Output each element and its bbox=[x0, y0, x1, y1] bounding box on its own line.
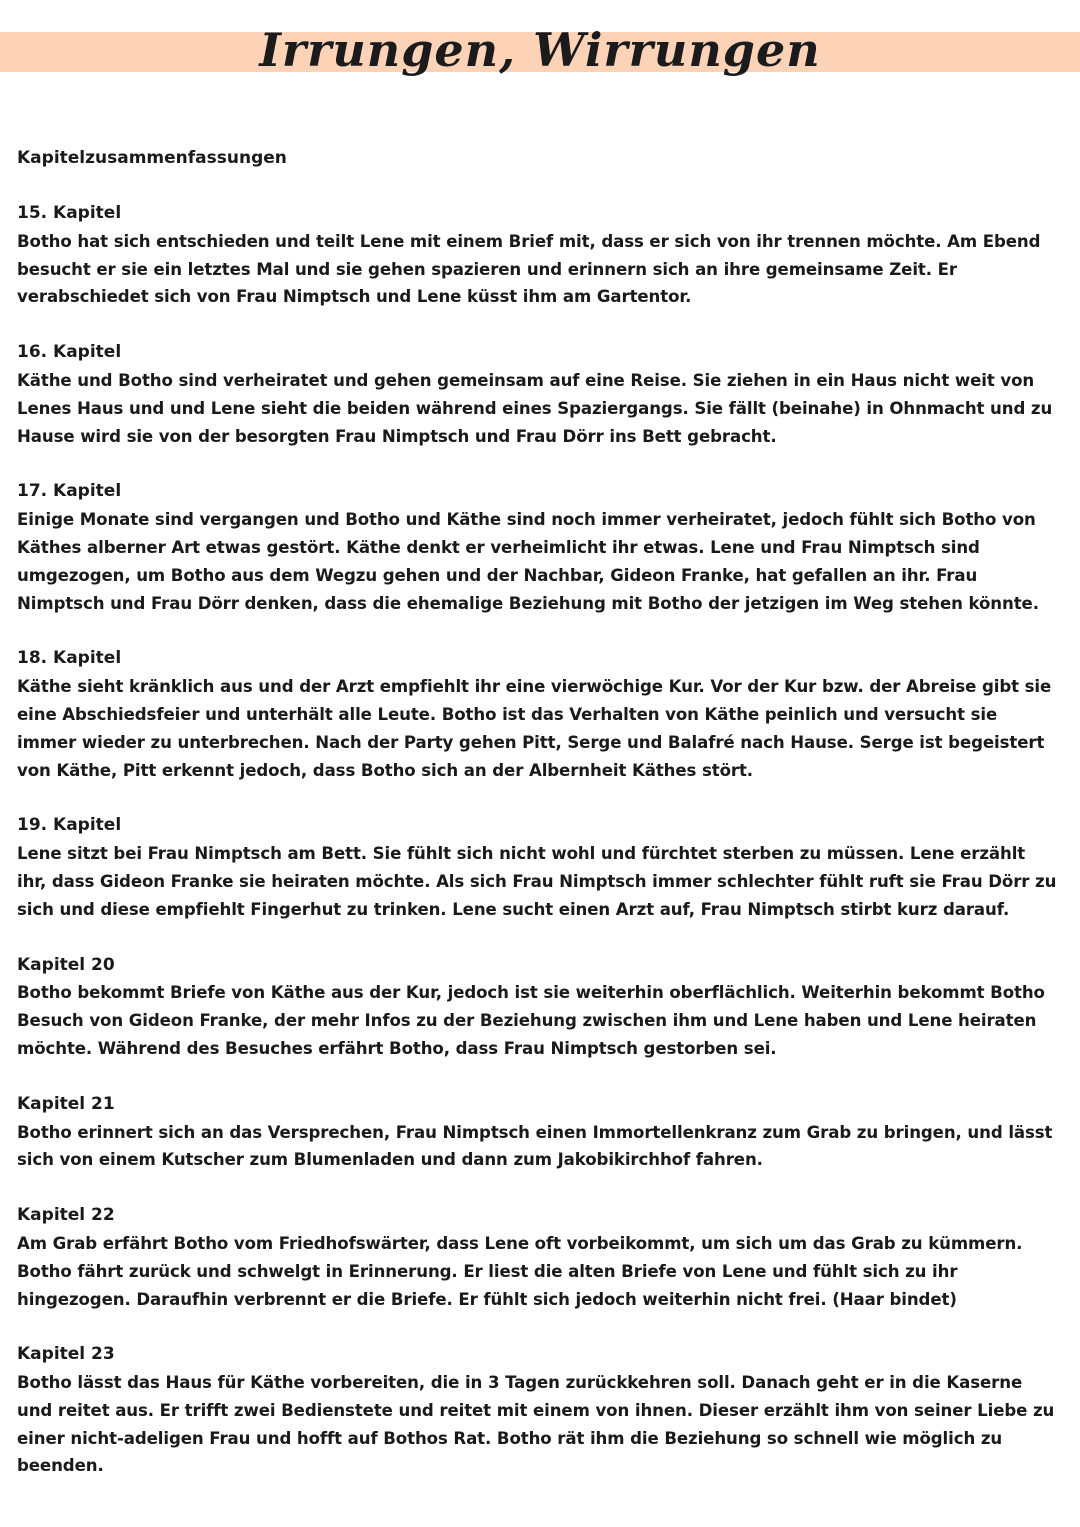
chapter-title: Kapitel 20 bbox=[17, 954, 115, 975]
chapter-summary: Botho lässt das Haus für Käthe vorbereiten, die in 3 Tagen zurückkehren soll. Danach geht er in die Kaserne und reitet aus. Er trifft zwei Bedienstete und reitet mit einem von ihnen. Dieser erzählt ihm von seiner Liebe zu einer nicht-adeligen Frau und hofft auf Bothos Rat. Botho rät ihm die Beziehung so schnell wie möglich zu beenden. bbox=[17, 1373, 1055, 1476]
chapter-summary: Am Grab erfährt Botho vom Friedhofswärter, dass Lene oft vorbeikommt, um sich um das Grab zu kümmern. Botho fährt zurück und schwelgt in Erinnerung. Er liest die alten Briefe von Lene und fühlt sich zu ihr hingezogen. Daraufhin verbrennt er die Briefe. Er fühlt sich jedoch weiterhin nicht frei. (Haar bindet) bbox=[17, 1233, 1023, 1309]
chapter-section bbox=[17, 1091, 1057, 1174]
chapter-title: 16. Kapitel bbox=[17, 342, 122, 363]
chapter-section bbox=[17, 1202, 1057, 1313]
chapter-section bbox=[17, 1341, 1057, 1480]
chapter-title: Kapitel 21 bbox=[17, 1093, 115, 1114]
chapter-title: Kapitel 22 bbox=[17, 1205, 115, 1226]
chapter-summary: Botho bekommt Briefe von Käthe aus der Kur, jedoch ist sie weiterhin oberflächlich. Weiterhin bekommt Botho Besuch von Gideon Franke, der mehr Infos zu der Beziehung zwischen ihm und Lene haben und Lene heiraten möchte. Während des Besuches erfährt Botho, dass Frau Nimptsch gestorben sei. bbox=[17, 983, 1045, 1058]
chapter-title: 18. Kapitel bbox=[17, 648, 122, 669]
chapter-section bbox=[17, 952, 1057, 1063]
chapter-title: 19. Kapitel bbox=[17, 815, 122, 836]
chapter-section bbox=[17, 645, 1057, 784]
chapter-title: 15. Kapitel bbox=[17, 203, 122, 223]
chapter-section bbox=[17, 478, 1057, 617]
chapter-section bbox=[17, 812, 1057, 923]
chapter-title: 17. Kapitel bbox=[17, 481, 122, 502]
chapter-summary: Botho erinnert sich an das Versprechen, Frau Nimptsch einen Immortellenkranz zum Grab zu bringen, und lässt sich von einem Kutscher zum Blumenladen und dann zum Jakobikirchhof fahren. bbox=[17, 1122, 1053, 1170]
chapter-summary: Käthe und Botho sind verheiratet und gehen gemeinsam auf eine Reise. Sie ziehen in ein Haus nicht weit von Lenes Haus und und Lene sieht die beiden während eines Spaziergangs. Sie fällt (beinahe) in Ohnmacht und zu Hause wird sie von der besorgten Frau Nimptsch und Frau Dörr ins Bett gebracht. bbox=[17, 370, 1053, 446]
chapter-title: Kapitel 23 bbox=[17, 1344, 115, 1365]
page-title: Irrungen, Wirrungen bbox=[259, 23, 821, 77]
chapter-section bbox=[17, 200, 1057, 311]
chapter-section bbox=[17, 339, 1057, 450]
chapter-summary: Einige Monate sind vergangen und Botho und Käthe sind noch immer verheiratet, jedoch fühlt sich Botho von Käthes alberner Art etwas gestört. Käthe denkt er verheimlicht ihr etwas. Lene und Frau Nimptsch sind umgezogen, um Botho aus dem Wegzu gehen und der Nachbar, Gideon Franke, hat gefallen an ihr. Frau Nimptsch und Frau Dörr denken, dass die ehemalige Beziehung mit Botho der jetzigen im Weg stehen könnte. bbox=[17, 510, 1039, 613]
chapter-summary: Botho hat sich entschieden und teilt Lene mit einem Brief mit, dass er sich von ihr trennen möchte. Am Ebend besucht er sie ein letztes Mal und sie gehen spazieren und erinnern sich an ihre gemeinsame Zeit. Er verabschiedet sich von Frau Nimptsch und Lene küsst ihm am Gartentor. bbox=[17, 231, 1041, 307]
document-body bbox=[17, 144, 1057, 1480]
document-heading: Kapitelzusammenfassungen bbox=[17, 148, 287, 168]
chapter-summary: Lene sitzt bei Frau Nimptsch am Bett. Sie fühlt sich nicht wohl und fürchtet sterben zu müssen. Lene erzählt ihr, dass Gideon Franke sie heiraten möchte. Als sich Frau Nimptsch immer schlechter fühlt ruft sie Frau Dörr zu sich und diese empfiehlt Fingerhut zu trinken. Lene sucht einen Arzt auf, Frau Nimptsch stirbt kurz darauf. bbox=[17, 844, 1057, 919]
chapter-summary: Käthe sieht kränklich aus und der Arzt empfiehlt ihr eine vierwöchige Kur. Vor der Kur bzw. der Abreise gibt sie eine Abschiedsfeier und unterhält alle Leute. Botho ist das Verhalten von Käthe peinlich und versucht sie immer wieder zu unterbrechen. Nach der Party gehen Pitt, Serge und Balafré nach Hause. Serge ist begeistert von Käthe, Pitt erkennt jedoch, dass Botho sich an der Albernheit Käthes stört. bbox=[17, 677, 1052, 780]
